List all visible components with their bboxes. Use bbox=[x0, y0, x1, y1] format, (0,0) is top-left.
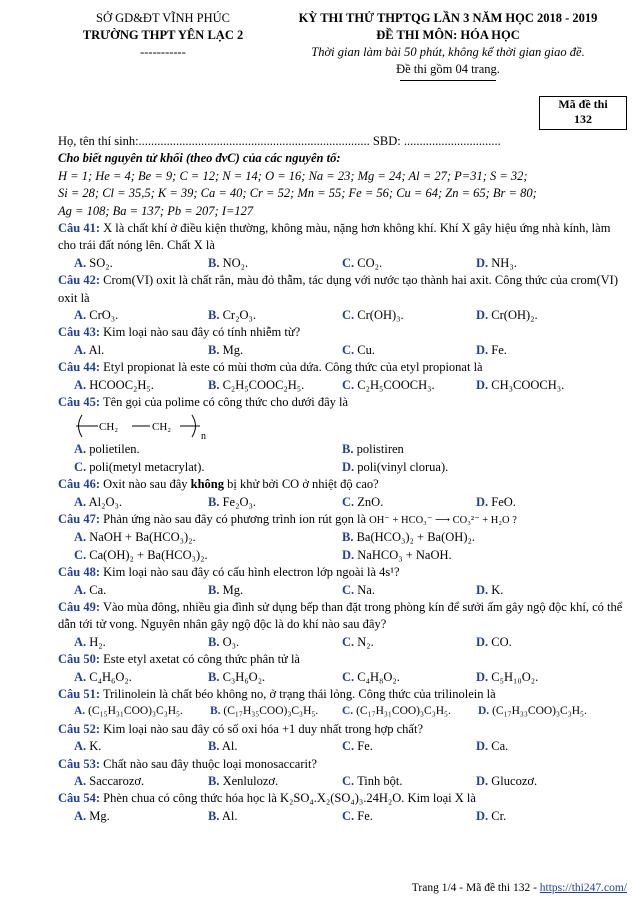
option-a[interactable]: A. (C₁₅H₃₁COO)₃C₃H₅. bbox=[74, 705, 183, 718]
option-c[interactable]: C. Ca(OH)₂ + Ba(HCO₃)₂. bbox=[74, 547, 208, 562]
school-name: TRƯỜNG THPT YÊN LẠC 2 bbox=[82, 28, 244, 42]
question-number: Câu 54: bbox=[58, 791, 101, 806]
option-c[interactable]: C. ZnO. bbox=[342, 494, 384, 509]
options-43 bbox=[58, 342, 624, 359]
option-c[interactable]: C. (C₁₇H₃₁COO)₃C₃H₅. bbox=[342, 705, 451, 718]
options-53 bbox=[58, 773, 624, 790]
options-48 bbox=[58, 582, 624, 599]
option-a[interactable]: A. Mg. bbox=[74, 808, 110, 823]
option-b[interactable]: B. C₂H₅COOC₂H₅. bbox=[208, 377, 305, 392]
exam-subject: ĐỀ THI MÔN: HÓA HỌC bbox=[376, 28, 520, 42]
exam-content bbox=[58, 133, 624, 825]
options-50 bbox=[58, 669, 624, 686]
student-info-line: Họ, tên thí sinh:.......................................................................... SBD: ............................... bbox=[58, 134, 501, 148]
atomic-title: Cho biết nguyên tử khối (theo đvC) của các nguyên tố: bbox=[58, 151, 341, 166]
option-c[interactable]: C. Cr(OH)₃. bbox=[342, 308, 404, 323]
option-b[interactable]: B. Al. bbox=[208, 739, 238, 754]
question-number: Câu 44: bbox=[58, 360, 101, 375]
option-b[interactable]: B. Xenlulozơ. bbox=[208, 774, 279, 788]
header-dashes: ----------- bbox=[140, 45, 186, 59]
question-51 bbox=[58, 686, 624, 703]
option-b[interactable]: B. Mg. bbox=[208, 342, 244, 357]
question-text: Phèn chua có công thức hóa học là K₂SO₄.X₂(SO₄)₃.24H₂O. Kim loại X là bbox=[103, 791, 476, 806]
time-note: Thời gian làm bài 50 phút, không kể thời gian giao đề. bbox=[311, 45, 585, 59]
option-d[interactable]: D. NH₃. bbox=[476, 255, 517, 270]
polymer-subscript-n: n bbox=[201, 431, 206, 442]
question-text: Chất nào sau đây thuộc loại monosaccarit? bbox=[103, 756, 317, 771]
polymer-formula bbox=[58, 411, 624, 441]
option-b[interactable]: B. (C₁₇H₃₅COO)₃C₃H₅. bbox=[210, 705, 319, 718]
option-d[interactable]: D. Ca. bbox=[476, 739, 509, 754]
polymer-unit-b: CH₂ bbox=[152, 421, 172, 434]
question-text: Etyl propionat là este có mùi thơm của dứa. Công thức của etyl propionat là bbox=[103, 360, 483, 375]
polymer-structure-diagram bbox=[72, 411, 232, 441]
question-46: Câu 46: Oxit nào sau đây không bị khử bởi CO ở nhiệt độ cao? bbox=[58, 477, 379, 492]
question-41 bbox=[58, 220, 624, 255]
options-51 bbox=[58, 703, 624, 720]
question-number: Câu 48: bbox=[58, 565, 101, 580]
atomic-line: H = 1; He = 4; Be = 9; C = 12; N = 14; O = 16; Na = 23; Mg = 24; Al = 27; P=31; S = 32; bbox=[58, 168, 528, 183]
question-number: Câu 49: bbox=[58, 600, 101, 614]
question-53 bbox=[58, 756, 624, 773]
option-d[interactable]: D. CO. bbox=[476, 634, 512, 649]
options-47-row2 bbox=[58, 547, 624, 564]
option-a[interactable]: A. NaOH + Ba(HCO₃)₂. bbox=[74, 530, 196, 545]
question-number: Câu 51: bbox=[58, 687, 101, 701]
dept-name: SỞ GD&ĐT VĨNH PHÚC bbox=[96, 11, 230, 25]
question-number: Câu 53: bbox=[58, 756, 101, 771]
option-c[interactable]: C. Cu. bbox=[342, 342, 375, 357]
question-text: Este etyl axetat có công thức phân tử là bbox=[103, 652, 300, 667]
exam-code-box bbox=[539, 96, 627, 130]
option-a[interactable]: A. HCOOC₂H₅. bbox=[74, 377, 154, 392]
option-a[interactable]: A. H₂. bbox=[74, 634, 106, 649]
option-d[interactable]: D. poli(vinyl clorua). bbox=[342, 459, 449, 474]
options-45-row1 bbox=[58, 441, 624, 458]
option-a[interactable]: A. SO₂. bbox=[74, 255, 113, 270]
question-48 bbox=[58, 564, 624, 581]
option-b[interactable]: B. Al. bbox=[208, 808, 238, 823]
option-b[interactable]: B. Cr₂O₃. bbox=[208, 308, 256, 323]
option-d[interactable]: D. Glucozơ. bbox=[476, 774, 538, 788]
option-c[interactable]: C. CO₂. bbox=[342, 255, 383, 270]
option-d[interactable]: D. CH₃COOCH₃. bbox=[476, 377, 565, 392]
option-c[interactable]: C. Fe. bbox=[342, 808, 373, 823]
options-49 bbox=[58, 634, 624, 651]
option-d[interactable]: D. C₅H₁₀O₂. bbox=[476, 669, 539, 684]
options-46 bbox=[58, 494, 624, 511]
options-41 bbox=[58, 255, 624, 272]
header-left bbox=[58, 10, 268, 61]
question-number: Câu 46: bbox=[58, 477, 101, 492]
option-b[interactable]: B. Mg. bbox=[208, 582, 244, 597]
option-c[interactable]: C. poli(metyl metacrylat). bbox=[74, 459, 205, 474]
exam-title: KỲ THI THỬ THPTQG LẦN 3 NĂM HỌC 2018 - 2019 bbox=[298, 11, 598, 25]
option-c[interactable]: C. Fe. bbox=[342, 739, 373, 754]
option-b[interactable]: B. C₃H₆O₂. bbox=[208, 669, 266, 684]
options-44 bbox=[58, 377, 624, 394]
atomic-line: Ag = 108; Ba = 137; Pb = 207; I=127 bbox=[58, 203, 254, 218]
option-c[interactable]: C. C₂H₅COOCH₃. bbox=[342, 377, 435, 392]
question-text: Kim loại nào sau đây có số oxi hóa +1 duy nhất trong hợp chất? bbox=[103, 721, 423, 736]
option-b[interactable]: B. O₃. bbox=[208, 634, 240, 649]
footer-text: Trang 1/4 - Mã đề thi 132 - bbox=[411, 882, 540, 894]
question-43 bbox=[58, 324, 624, 341]
question-number: Câu 47: bbox=[58, 512, 101, 527]
option-a[interactable]: A. Saccarozơ. bbox=[74, 774, 145, 788]
question-text: Trilinolein là chất béo không no, ở trạng thái lỏng. Công thức của trilinolein là bbox=[102, 687, 496, 701]
question-text: Phản ứng nào sau đây có phương trình ion rút gọn là bbox=[103, 512, 366, 527]
option-a[interactable]: A. Al₂O₃. bbox=[74, 494, 122, 509]
option-a[interactable]: A. polietilen. bbox=[74, 442, 140, 457]
question-54 bbox=[58, 790, 624, 807]
options-42 bbox=[58, 307, 624, 324]
question-text: Kim loại nào sau đây có cấu hình electron lớp ngoài là 4s¹? bbox=[103, 565, 400, 580]
question-49 bbox=[58, 599, 624, 634]
question-number: Câu 45: bbox=[58, 395, 101, 410]
option-a[interactable]: A. C₄H₆O₂. bbox=[74, 669, 132, 684]
ionic-equation: OH⁻ + HCO₃⁻ ⟶ CO₃²⁻ + H₂O ? bbox=[369, 515, 517, 527]
question-text: Crom(VI) oxit là chất rắn, màu đỏ thẫm, tác dụng với nước tạo thành hai axit. Công thức của crom(VI) oxit là bbox=[58, 273, 618, 305]
atomic-line: Si = 28; Cl = 35,5; K = 39; Ca = 40; Cr = 52; Mn = 55; Fe = 56; Cu = 64; Zn = 65; Br = 80; bbox=[58, 186, 537, 201]
option-b[interactable]: B. NO₂. bbox=[208, 255, 249, 270]
question-44 bbox=[58, 359, 624, 376]
option-d[interactable]: D. NaHCO₃ + NaOH. bbox=[342, 547, 452, 562]
option-d[interactable]: D. (C₁₇H₃₃COO)₃C₃H₅. bbox=[478, 705, 587, 718]
exam-code-label: Mã đề thi bbox=[558, 97, 608, 111]
option-b[interactable]: B. Fe₂O₃. bbox=[208, 494, 256, 509]
question-47 bbox=[58, 511, 624, 529]
option-c[interactable]: C. N₂. bbox=[342, 634, 374, 649]
page-footer bbox=[412, 882, 627, 894]
option-b[interactable]: B. Ba(HCO₃)₂ + Ba(OH)₂. bbox=[342, 530, 475, 545]
question-text: Tên gọi của polime có công thức cho dưới đây là bbox=[102, 395, 349, 410]
question-42 bbox=[58, 272, 624, 307]
question-52 bbox=[58, 721, 624, 738]
pages-note: Đề thi gồm 04 trang. bbox=[396, 62, 500, 76]
option-b[interactable]: B. polistiren bbox=[342, 442, 404, 457]
polymer-unit-a: CH₂ bbox=[99, 421, 119, 434]
question-45 bbox=[58, 394, 624, 411]
option-c[interactable]: C. Na. bbox=[342, 582, 375, 597]
question-text: Kim loại nào sau đây có tính nhiễm từ? bbox=[103, 325, 301, 340]
question-text: X là chất khí ở điều kiện thường, không màu, nặng hơn không khí. Khí X gây hiệu ứng nhà kính, làm cho trái đất nóng lên. Chất X là bbox=[58, 221, 611, 253]
option-d[interactable]: D. K. bbox=[476, 582, 504, 597]
question-50 bbox=[58, 651, 624, 668]
question-text: Vào mùa đông, nhiều gia đình sử dụng bếp than đặt trong phòng kín để sưởi ấm gây ngộ độc khí, có thể dẫn tới tử vong. Nguyên nhân gây ngộ độc là do khí nào sau đây? bbox=[58, 600, 623, 632]
question-number: Câu 42: bbox=[58, 273, 101, 288]
option-d[interactable]: D. Fe. bbox=[476, 342, 507, 357]
option-a[interactable]: A. Ca. bbox=[74, 582, 107, 597]
option-a[interactable]: A. CrO₃. bbox=[74, 308, 119, 323]
options-54 bbox=[58, 808, 624, 825]
header-right bbox=[268, 10, 628, 81]
option-c[interactable]: C. C₄H₈O₂. bbox=[342, 669, 400, 684]
option-d[interactable]: D. Cr. bbox=[476, 808, 507, 823]
option-d[interactable]: D. Cr(OH)₂. bbox=[476, 308, 538, 323]
question-number: Câu 50: bbox=[58, 652, 101, 667]
options-47-row1 bbox=[58, 529, 624, 546]
option-a[interactable]: A. Al. bbox=[74, 342, 105, 357]
question-number: Câu 52: bbox=[58, 721, 101, 736]
options-52 bbox=[58, 738, 624, 755]
footer-link[interactable]: https://thi247.com/ bbox=[539, 882, 627, 894]
exam-code-value: 132 bbox=[574, 112, 592, 126]
question-number: Câu 43: bbox=[58, 325, 101, 340]
option-a[interactable]: A. K. bbox=[74, 739, 102, 754]
question-number: Câu 41: bbox=[58, 221, 101, 236]
header-rule bbox=[400, 80, 496, 81]
option-c[interactable]: C. Tinh bột. bbox=[342, 774, 403, 788]
option-d[interactable]: D. FeO. bbox=[476, 494, 516, 509]
options-45-row2 bbox=[58, 459, 624, 476]
